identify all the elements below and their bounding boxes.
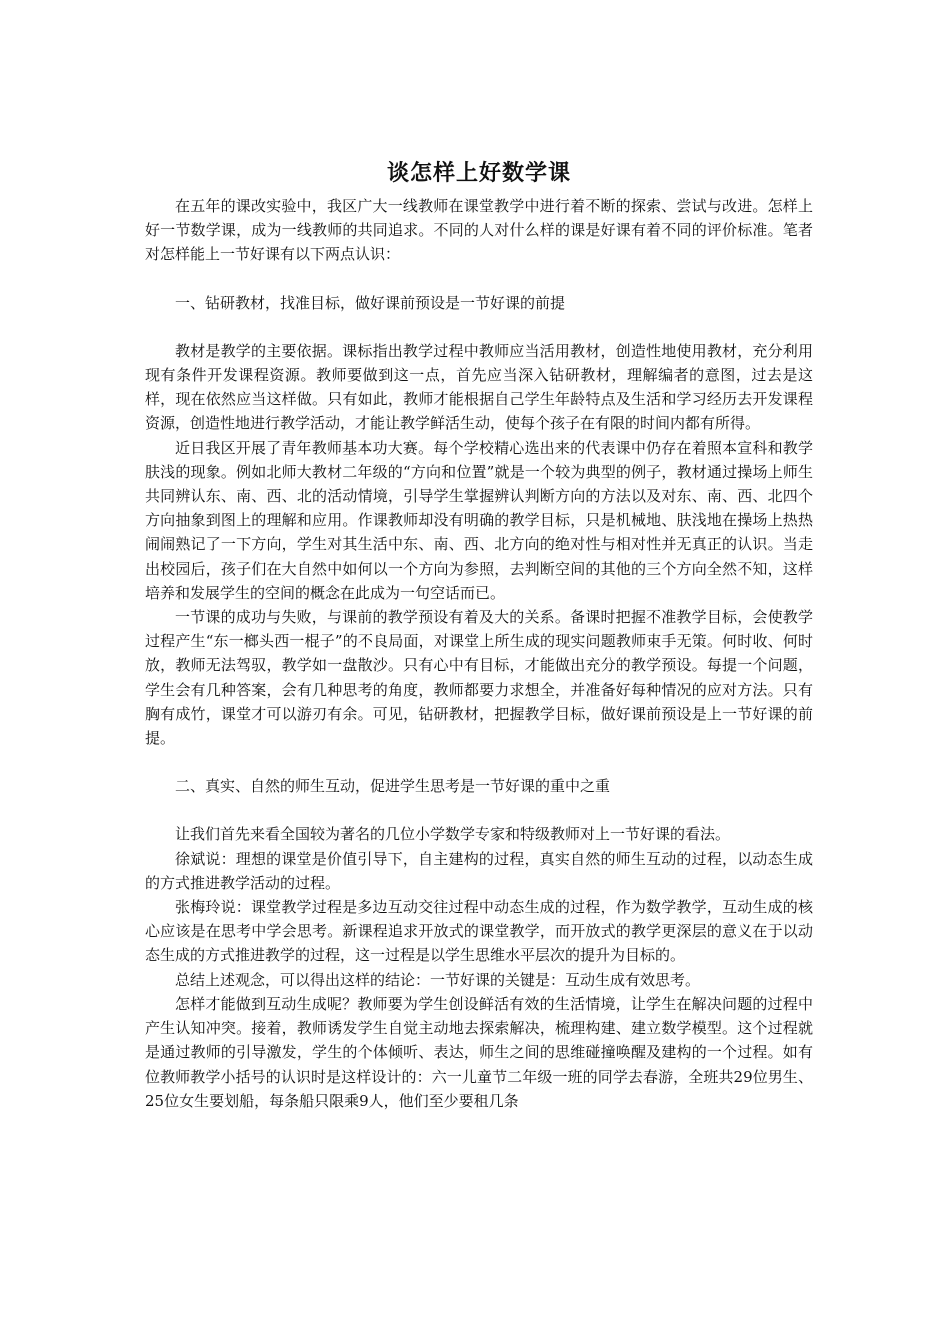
body-paragraph: 总结上述观念，可以得出这样的结论：一节好课的关键是：互动生成有效思考。 (175, 970, 701, 989)
body-paragraph: 一节课的成功与失败，与课前的教学预设有着及大的关系。备课时把握不准教学目标，会使教学过程产生“东一榔头西一棍子”的不良局面，对课堂上所生成的现实问题教师束手无策。何时收、何时放，教师无法驾驭，教学如一盘散沙。只有心中有目标，才能做出充分的教学预设。每提一个问题，学生会有几种答案，会有几种思考的角度，教师都要力求想全，并准备好每种情况的应对方法。只有胸有成竹，课堂才可以游刃有余。可见，钻研教材，把握教学目标，做好课前预设是上一节好课的前提。 (145, 608, 813, 748)
body-paragraph: 徐斌说：理想的课堂是价值引导下，自主建构的过程，真实自然的师生互动的过程，以动态生成的方式推进教学活动的过程。 (145, 849, 813, 892)
body-paragraph: 张梅玲说：课堂教学过程是多边互动交往过程中动态生成的过程，作为数学教学，互动生成的核心应该是在思考中学会思考。新课程追求开放式的课堂教学，而开放式的教学更深层的意义在于以动态生成的方式推进教学的过程，这一过程是以学生思维水平层次的提升为目标的。 (145, 898, 813, 965)
document-title: 谈怎样上好数学课 (386, 160, 571, 186)
intro-paragraph: 在五年的课改实验中，我区广大一线教师在课堂教学中进行着不断的探索、尝试与改进。怎样上好一节数学课，成为一线教师的共同追求。不同的人对什么样的课是好课有着不同的评价标准。笔者对怎样能上一节好课有以下两点认识： (145, 197, 813, 264)
body-paragraph: 让我们首先来看全国较为著名的几位小学数学专家和特级教师对上一节好课的看法。 (175, 825, 731, 844)
section-heading-1: 一、钻研教材，找准目标，做好课前预设是一节好课的前提 (175, 293, 566, 312)
body-paragraph: 近日我区开展了青年教师基本功大赛。每个学校精心选出来的代表课中仍存在着照本宣科和教学肤浅的现象。例如北师大教材二年级的“方向和位置”就是一个较为典型的例子，教材通过操场上师生共同辨认东、南、西、北的活动情境，引导学生掌握辨认判断方向的方法以及对东、南、西、北四个方向抽象到图上的理解和应用。作课教师却没有明确的教学目标，只是机械地、肤浅地在操场上热热闹闹熟记了一下方向，学生对其生活中东、南、西、北方向的绝对性与相对性并无真正的认识。当走出校园后，孩子们在大自然中如何以一个方向为参照，去判断空间的其他的三个方向全然不知，这样培养和发展学生的空间的概念在此成为一句空话而已。 (145, 438, 813, 602)
document-body (145, 158, 813, 1113)
body-paragraph: 怎样才能做到互动生成呢？教师要为学生创设鲜活有效的生活情境，让学生在解决问题的过程中产生认知冲突。接着，教师诱发学生自觉主动地去探索解决，梳理构建、建立数学模型。这个过程就是通过教师的引导激发，学生的个体倾听、表达，师生之间的思维碰撞唤醒及建构的一个过程。如有位教师教学小括号的认识时是这样设计的：六一儿童节二年级一班的同学去春游，全班共29位男生、25位女生要划船，每条船只限乘9人，他们至少要租几条 (145, 994, 813, 1110)
body-paragraph: 教材是教学的主要依据。课标指出教学过程中教师应当活用教材，创造性地使用教材，充分利用现有条件开发课程资源。教师要做到这一点，首先应当深入钻研教材，理解编者的意图，过去是这样，现在依然应当这样做。只有如此，教师才能根据自己学生年龄特点及生活和学习经历去开发课程资源，创造性地进行教学活动，才能让教学鲜活生动，使每个孩子在有限的时间内都有所得。 (145, 341, 813, 433)
section-heading-2: 二、真实、自然的师生互动，促进学生思考是一节好课的重中之重 (175, 777, 611, 796)
